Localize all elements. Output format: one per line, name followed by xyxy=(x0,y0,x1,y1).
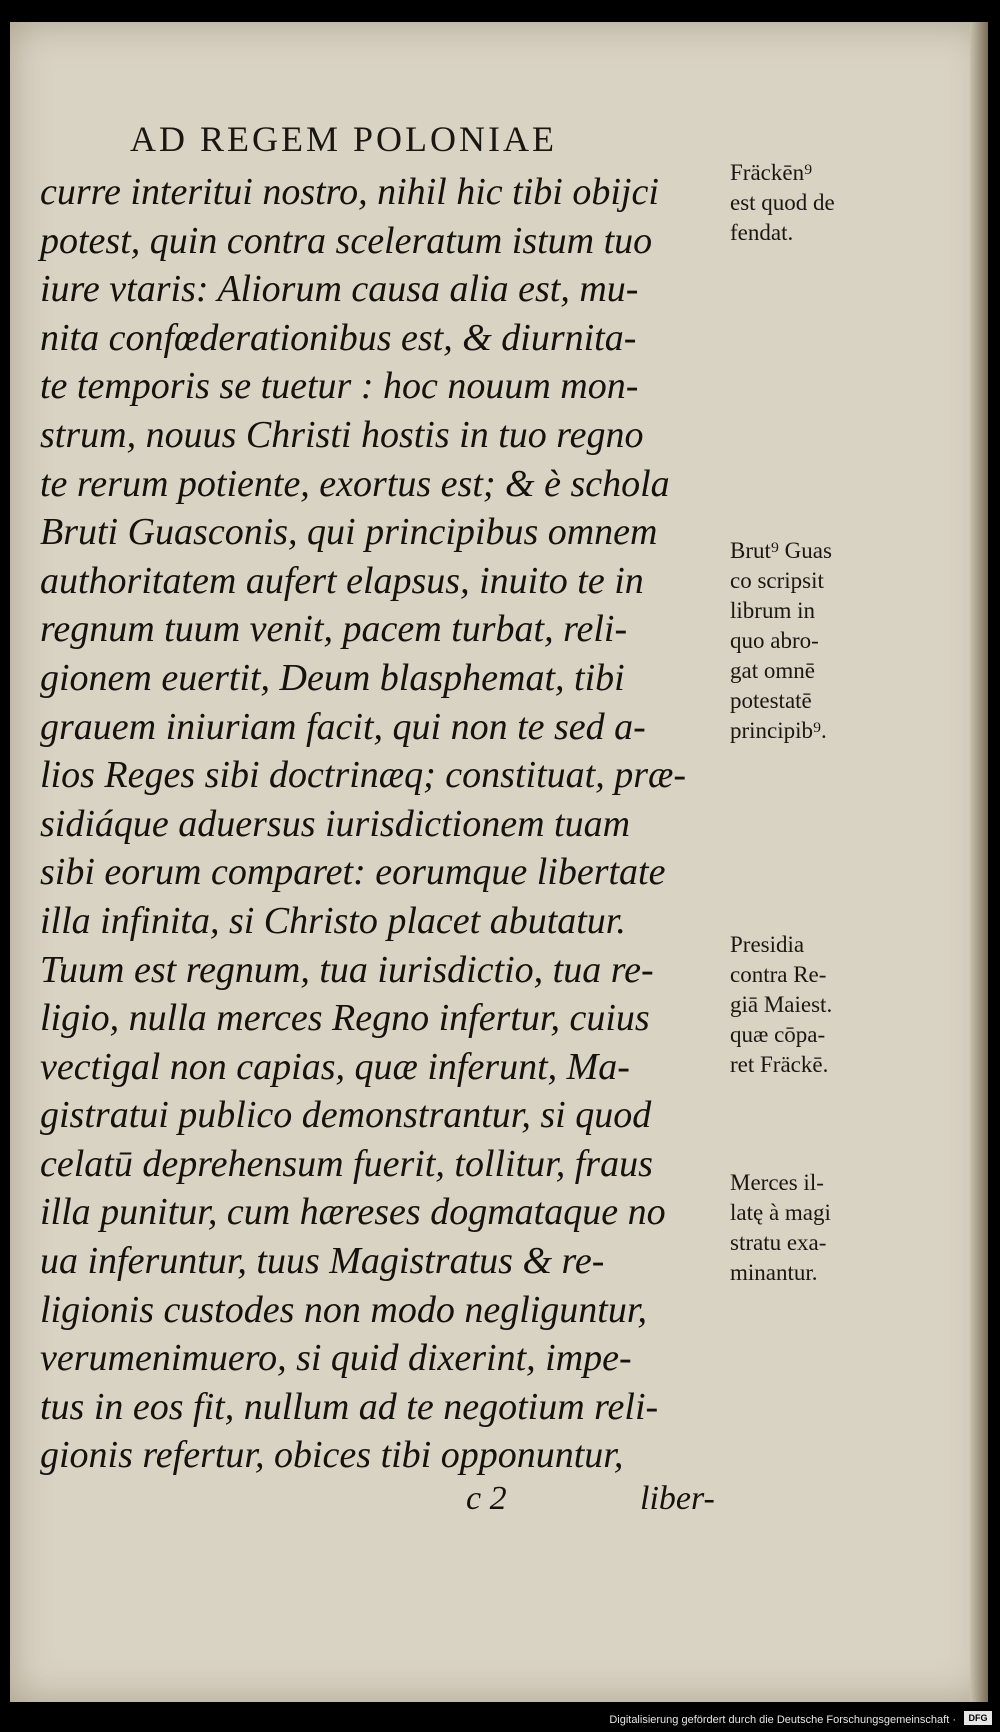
marginal-line: Brut⁹ Guas xyxy=(730,538,832,563)
body-line: ua inferuntur, tuus Magistratus & re- xyxy=(40,1240,605,1283)
marginal-line: Merces il- xyxy=(730,1170,824,1195)
body-line: lios Reges sibi doctrinæq; constituat, præ- xyxy=(40,754,686,797)
marginal-note xyxy=(730,536,905,746)
body-line: te rerum potiente, exortus est; & è schola xyxy=(40,462,670,505)
body-line: grauem iniuriam facit, qui non te sed a- xyxy=(40,705,646,748)
marginal-line: ret Fräckē. xyxy=(730,1052,829,1077)
marginal-line: quo abro- xyxy=(730,628,819,653)
body-line: sidiáque aduersus iurisdictionem tuam xyxy=(40,802,631,845)
body-line: illa infinita, si Christo placet abutatur. xyxy=(40,899,626,942)
marginal-line: est quod de xyxy=(730,190,835,215)
footer-credit: Digitalisierung gefördert durch die Deutsche Forschungsgemeinschaft · xyxy=(609,1714,956,1726)
marginal-line: potestatē xyxy=(730,688,812,713)
marginal-line: stratu exa- xyxy=(730,1230,827,1255)
marginal-line: Fräckēn⁹ xyxy=(730,160,813,185)
body-line: vectigal non capias, quæ inferunt, Ma- xyxy=(40,1045,630,1088)
body-text xyxy=(40,168,730,1480)
body-line: Bruti Guasconis, qui principibus omnem xyxy=(40,511,658,554)
marginal-line: minantur. xyxy=(730,1260,818,1285)
body-line: authoritatem aufert elapsus, inuito te in xyxy=(40,559,644,602)
body-line: celatū deprehensum fuerit, tollitur, fraus xyxy=(40,1142,653,1185)
marginal-note xyxy=(730,930,905,1080)
body-line: gionis refertur, obices tibi opponuntur, xyxy=(40,1434,624,1477)
body-line: verumenimuero, si quid dixerint, impe- xyxy=(40,1337,632,1380)
body-line: illa punitur, cum hæreses dogmataque no xyxy=(40,1191,666,1234)
marginal-line: Presidia xyxy=(730,932,805,957)
marginal-line: fendat. xyxy=(730,220,794,245)
body-line: gionem euertit, Deum blasphemat, tibi xyxy=(40,656,625,699)
body-line: ligionis custodes non modo negliguntur, xyxy=(40,1288,647,1331)
body-line: ligio, nulla merces Regno infertur, cuius xyxy=(40,997,650,1040)
marginal-line: giā Maiest. xyxy=(730,992,833,1017)
marginal-line: latę à magi xyxy=(730,1200,831,1225)
body-line: tus in eos fit, nullum ad te negotium reli- xyxy=(40,1385,659,1428)
marginal-line: principib⁹. xyxy=(730,718,827,743)
page-edge xyxy=(970,22,988,1702)
body-line: regnum tuum venit, pacem turbat, reli- xyxy=(40,608,628,651)
body-line: sibi eorum comparet: eorumque libertate xyxy=(40,851,666,894)
body-line: te temporis se tuetur : hoc nouum mon- xyxy=(40,365,639,408)
marginal-line: librum in xyxy=(730,598,815,623)
body-line: potest, quin contra sceleratum istum tuo xyxy=(40,219,653,262)
running-head: AD REGEM POLONIAE xyxy=(130,119,557,159)
body-line: strum, nouus Christi hostis in tuo regno xyxy=(40,413,644,456)
body-line: gistratui publico demonstrantur, si quod xyxy=(40,1094,652,1137)
marginal-line: co scripsit xyxy=(730,568,824,593)
catchword: liber- xyxy=(640,1480,715,1517)
marginal-line: gat omnē xyxy=(730,658,815,683)
marginal-line: quæ cōpa- xyxy=(730,1022,826,1047)
marginal-note xyxy=(730,158,905,248)
body-line: Tuum est regnum, tua iurisdictio, tua re- xyxy=(40,948,654,991)
body-line: nita confœderationibus est, & diurnita- xyxy=(40,316,637,359)
dfg-logo: DFG xyxy=(964,1711,992,1725)
body-line: curre interitui nostro, nihil hic tibi obijci xyxy=(40,171,659,213)
signature-mark: c 2 xyxy=(466,1480,507,1517)
marginal-line: contra Re- xyxy=(730,962,827,987)
marginal-note xyxy=(730,1168,905,1288)
body-line: iure vtaris: Aliorum causa alia est, mu- xyxy=(40,268,639,311)
